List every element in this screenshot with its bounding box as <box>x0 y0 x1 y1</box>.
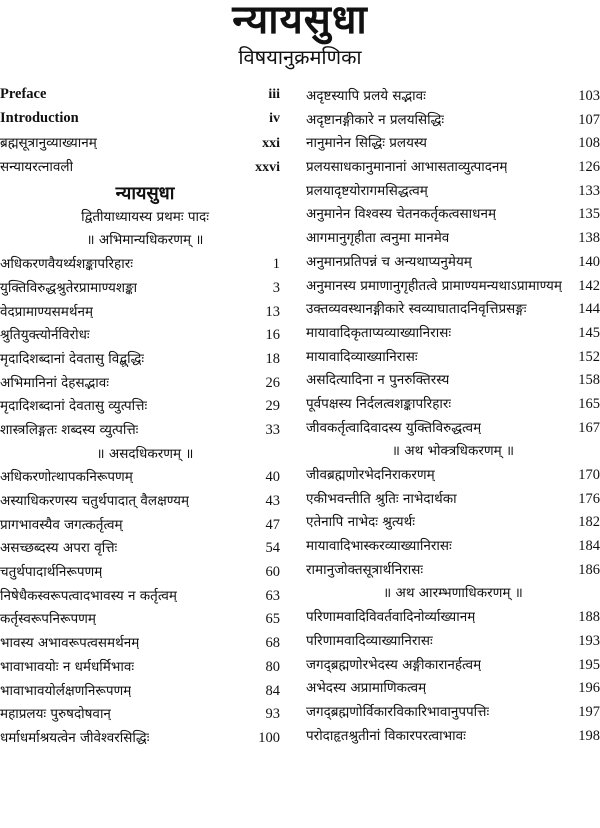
toc-entry-page: 198 <box>578 727 600 744</box>
toc-entry-title: अनुमानस्य प्रमाणानुगृहीतत्वे प्रामाण्यमन्यथाऽप्रामाण्यम् <box>306 277 562 294</box>
toc-entry-page: 126 <box>578 159 600 176</box>
toc-entry-page: 165 <box>578 395 600 412</box>
toc-entry[interactable] <box>306 678 600 702</box>
toc-entry-title: मृदादिशब्दानां देवतासु व्युत्पत्तिः <box>0 398 148 415</box>
toc-entry-title: परिणामवादिविवर्तवादिनोर्व्याख्यानम् <box>306 609 476 626</box>
toc-entry[interactable] <box>306 347 600 371</box>
toc-entry-page: 140 <box>578 253 600 270</box>
toc-entry[interactable] <box>306 560 600 584</box>
toc-entry[interactable] <box>0 349 290 373</box>
right-column <box>306 86 600 749</box>
toc-entry-title: अदृष्टस्यापि प्रलये सद्भावः <box>306 88 426 104</box>
toc-entry-page: 60 <box>265 564 280 581</box>
toc-entry-title: श्रुतियुक्त्योर्नविरोधः <box>0 327 90 344</box>
toc-entry-title: प्रागभावस्यैव जगत्कर्तृत्वम् <box>0 516 123 533</box>
toc-entry[interactable] <box>306 252 600 276</box>
toc-entry-page: 84 <box>265 682 280 699</box>
toc-entry[interactable] <box>306 299 600 323</box>
toc-entry[interactable] <box>306 86 600 110</box>
toc-entry-page: 152 <box>578 348 600 365</box>
toc-entry[interactable] <box>306 370 600 394</box>
toc-entry-page: 197 <box>578 703 600 720</box>
toc-entry-title: अभिमानिनां देहसद्भावः <box>0 374 109 391</box>
toc-entry[interactable] <box>0 467 290 491</box>
toc-entry-title: मायावादिव्याख्यानिरासः <box>306 348 418 365</box>
toc-entry-title: मृदादिशब्दानां देवतासु विद्बुद्धिः <box>0 350 145 367</box>
toc-entry-page: 18 <box>265 350 280 367</box>
toc-entry-page: 133 <box>578 182 600 199</box>
toc-entry-page: 142 <box>578 277 600 294</box>
toc-entry[interactable] <box>0 396 290 420</box>
toc-entry-title: अधिकरणोत्थापकनिरूपणम् <box>0 469 133 486</box>
toc-entry-page: 135 <box>578 206 600 223</box>
toc-entry[interactable] <box>0 515 290 539</box>
toc-entry-title: उक्तव्यवस्थानङ्गीकारे स्वव्याघातादनिवृत्तिप्रसङ्गः <box>306 301 527 318</box>
toc-entry[interactable] <box>0 562 290 586</box>
toc-entry[interactable]: ब्रह्मसूत्रानुव्याख्यानम् xxi <box>0 135 280 152</box>
toc-entry-title: अदृष्टानङ्गीकारे न प्रलयसिद्धिः <box>306 111 445 128</box>
toc-entry[interactable] <box>306 394 600 418</box>
toc-entry-title: भावाभावयोर्लक्षणनिरूपणम् <box>0 682 132 699</box>
toc-entry-page: 29 <box>265 398 280 415</box>
adhikarana-heading: ॥ अथ भोक्त्रधिकरणम् ॥ <box>391 443 515 460</box>
toc-entry-page: 100 <box>258 729 280 746</box>
toc-entry-title: पूर्वपक्षस्य निर्दलत्वशङ्कापरिहारः <box>306 395 452 412</box>
toc-entry-title: जीवकर्तृत्वादिवादस्य युक्तिविरुद्धत्वम् <box>306 419 482 436</box>
toc-entry[interactable] <box>306 536 600 560</box>
toc-entry[interactable] <box>0 633 290 657</box>
toc-entry-title: मायावादिकृताप्यव्याख्यानिरासः <box>306 324 452 341</box>
toc-entry-title: परिणामवादिव्याख्यानिरासः <box>306 632 433 649</box>
toc-entry[interactable]: सन्यायरत्नावली xxvi <box>0 159 280 176</box>
toc-entry[interactable] <box>0 491 290 515</box>
toc-entry[interactable] <box>0 704 290 728</box>
toc-entry-page: 68 <box>265 635 280 652</box>
toc-entry-title: भावाभावयोः न धर्मधर्मिभावः <box>0 658 135 675</box>
toc-entry[interactable] <box>306 204 600 228</box>
toc-entry-title: युक्तिविरुद्धश्रुतेरप्रामाण्यशङ्का <box>0 279 138 296</box>
toc-entry[interactable] <box>0 420 290 444</box>
toc-entry-title: निषेधैकस्वरूपत्वादभावस्य न कर्तृत्वम् <box>0 587 177 604</box>
chapter-heading: द्वितीयाध्यायस्य प्रथमः पादः <box>81 208 209 225</box>
toc-entry-title: प्रलयसाधकानुमानानां आभासताव्युत्पादनम् <box>306 159 508 176</box>
toc-entry[interactable] <box>306 726 600 750</box>
toc-entry-title: जगद्ब्रह्मणोरभेदस्य अङ्गीकारानर्हत्वम् <box>306 656 482 673</box>
toc-entry-page: 186 <box>578 561 600 578</box>
toc-entry[interactable] <box>0 302 290 326</box>
toc-entry-page: 176 <box>578 490 600 507</box>
toc-entry-page: 108 <box>578 135 600 152</box>
toc-entry[interactable] <box>0 586 290 610</box>
toc-entry-title: जीवब्रह्मणोरभेदनिराकरणम् <box>306 467 435 483</box>
toc-entry[interactable] <box>306 512 600 536</box>
toc-entry[interactable] <box>0 728 290 752</box>
toc-entry-title: अस्याधिकरणस्य चतुर्थपादात् वैलक्षण्यम् <box>0 493 190 509</box>
toc-entry-title: अधिकरणवैयर्थ्यशङ्कापरिहारः <box>0 256 133 273</box>
toc-entry-title: चतुर्थपादार्थनिरूपणम् <box>0 564 103 581</box>
toc-entry-title: अनुमानप्रतिपन्नं च अन्यथाप्यनुमेयम् <box>306 253 472 270</box>
toc-entry-page: 3 <box>272 279 280 296</box>
toc-entry-page: 182 <box>578 514 600 531</box>
toc-entry[interactable] <box>306 181 600 205</box>
toc-entry-title: कर्तृस्वरूपनिरूपणम् <box>0 611 96 628</box>
toc-entry[interactable] <box>0 609 290 633</box>
adhikarana-heading: ॥ असदधिकरणम् ॥ <box>96 445 194 462</box>
toc-entry-page: 144 <box>578 301 600 318</box>
toc-entry-page: 47 <box>265 516 280 533</box>
toc-entry-title: रामानुजोक्तसूत्रार्थनिरासः <box>306 561 424 578</box>
toc-entry[interactable]: Preface iii <box>0 86 280 102</box>
toc-entry[interactable] <box>306 133 600 157</box>
toc-entry-title: परोदाहृतश्रुतीनां विकारपरत्वाभावः <box>306 727 466 744</box>
toc-entry-page: 13 <box>265 303 280 320</box>
toc-entry-title: भावस्य अभावरूपत्वसमर्थनम् <box>0 635 140 652</box>
toc-entry-title: असदित्यादिना न पुनरुक्तिरस्य <box>306 372 450 389</box>
toc-entry-page: 43 <box>265 493 280 509</box>
toc-entry-page: 138 <box>578 230 600 247</box>
toc-entry-page: 16 <box>265 327 280 344</box>
toc-entry-title: आगमानुगृहीता त्वनुमा मानमेव <box>306 230 450 247</box>
toc-entry-page: 170 <box>578 467 600 483</box>
toc-entry[interactable] <box>306 228 600 252</box>
toc-entry-page: 63 <box>265 587 280 604</box>
toc-entry-title: अनुमानेन विश्वस्य चेतनकर्तृकत्वसाधनम् <box>306 206 497 223</box>
toc-entry[interactable] <box>306 607 600 631</box>
toc-entry[interactable] <box>306 276 600 300</box>
toc-entry[interactable] <box>306 702 600 726</box>
toc-entry-page: 196 <box>578 680 600 697</box>
toc-entry-page: 158 <box>578 372 600 389</box>
toc-entry-page: 167 <box>578 419 600 436</box>
toc-entry[interactable] <box>0 254 290 278</box>
toc-entry-page: 103 <box>578 88 600 104</box>
toc-entry-title: असच्छब्दस्य अपरा वृत्तिः <box>0 540 118 557</box>
toc-entry-title: एतेनापि नाभेदः श्रुत्यर्थः <box>306 514 415 531</box>
toc-entry-page: 54 <box>265 540 280 557</box>
toc-entry-title: प्रलयादृष्टयोरागमसिद्धत्वम् <box>306 182 428 199</box>
toc-entry-page: 107 <box>578 111 600 128</box>
toc-entry-page: 1 <box>272 256 280 273</box>
toc-entry[interactable] <box>306 157 600 181</box>
toc-entry-title: नानुमानेन सिद्धिः प्रलयस्य <box>306 135 427 152</box>
toc-entry[interactable] <box>0 538 290 562</box>
toc-entry-page: 188 <box>578 609 600 626</box>
left-column <box>0 86 290 752</box>
adhikarana-heading: ॥ अथ आरम्भणाधिकरणम् ॥ <box>383 585 523 602</box>
toc-entry-title: शास्त्रलिङ्गतः शब्दस्य व्युत्पत्तिः <box>0 421 139 438</box>
toc-entry[interactable] <box>306 465 600 489</box>
toc-entry-title: जगद्ब्रह्मणोर्विकारविकारिभावानुपपत्तिः <box>306 703 490 720</box>
toc-entry-page: 40 <box>265 469 280 486</box>
toc-entry-page: 33 <box>265 421 280 438</box>
toc-entry-page: 184 <box>578 538 600 555</box>
toc-entry[interactable] <box>306 418 600 442</box>
toc-entry[interactable] <box>0 681 290 705</box>
toc-entry-page: 193 <box>578 632 600 649</box>
toc-entry[interactable] <box>0 325 290 349</box>
toc-entry-page: 93 <box>265 706 280 723</box>
toc-entry[interactable]: Introduction iv <box>0 109 280 126</box>
toc-entry[interactable] <box>0 278 290 302</box>
toc-entry-title: एकीभवन्तीति श्रुतिः नाभेदार्थका <box>306 490 457 507</box>
toc-entry-page: 26 <box>265 374 280 391</box>
toc-entry[interactable] <box>306 489 600 513</box>
toc-entry[interactable] <box>306 631 600 655</box>
toc-entry-page: 145 <box>578 324 600 341</box>
adhikarana-heading: ॥ अभिमान्यधिकरणम् ॥ <box>86 232 204 249</box>
page-title: न्यायसुधा <box>232 0 368 43</box>
toc-entry-title: महाप्रलयः पुरुषदोषवान् <box>0 706 111 723</box>
toc-entry-page: 65 <box>265 611 280 628</box>
toc-entry-page: 80 <box>265 658 280 675</box>
toc-entry-page: 195 <box>578 656 600 673</box>
toc-entry[interactable] <box>306 323 600 347</box>
toc-entry-title: धर्माधर्माश्रयत्वेन जीवेश्वरसिद्धिः <box>0 729 150 746</box>
toc-entry-title: वेदप्रामाण्यसमर्थनम् <box>0 303 94 320</box>
toc-entry-title: अभेदस्य अप्रामाणिकत्वम् <box>306 680 427 697</box>
toc-entry-title: मायावादिभास्करव्याख्यानिरासः <box>306 538 452 555</box>
section-heading: न्यायसुधा <box>115 182 175 204</box>
toc-entry[interactable] <box>0 657 290 681</box>
toc-entry[interactable] <box>0 373 290 397</box>
toc-entry[interactable] <box>306 655 600 679</box>
page-subtitle: विषयानुक्रमणिका <box>238 45 362 69</box>
toc-entry[interactable] <box>306 110 600 134</box>
